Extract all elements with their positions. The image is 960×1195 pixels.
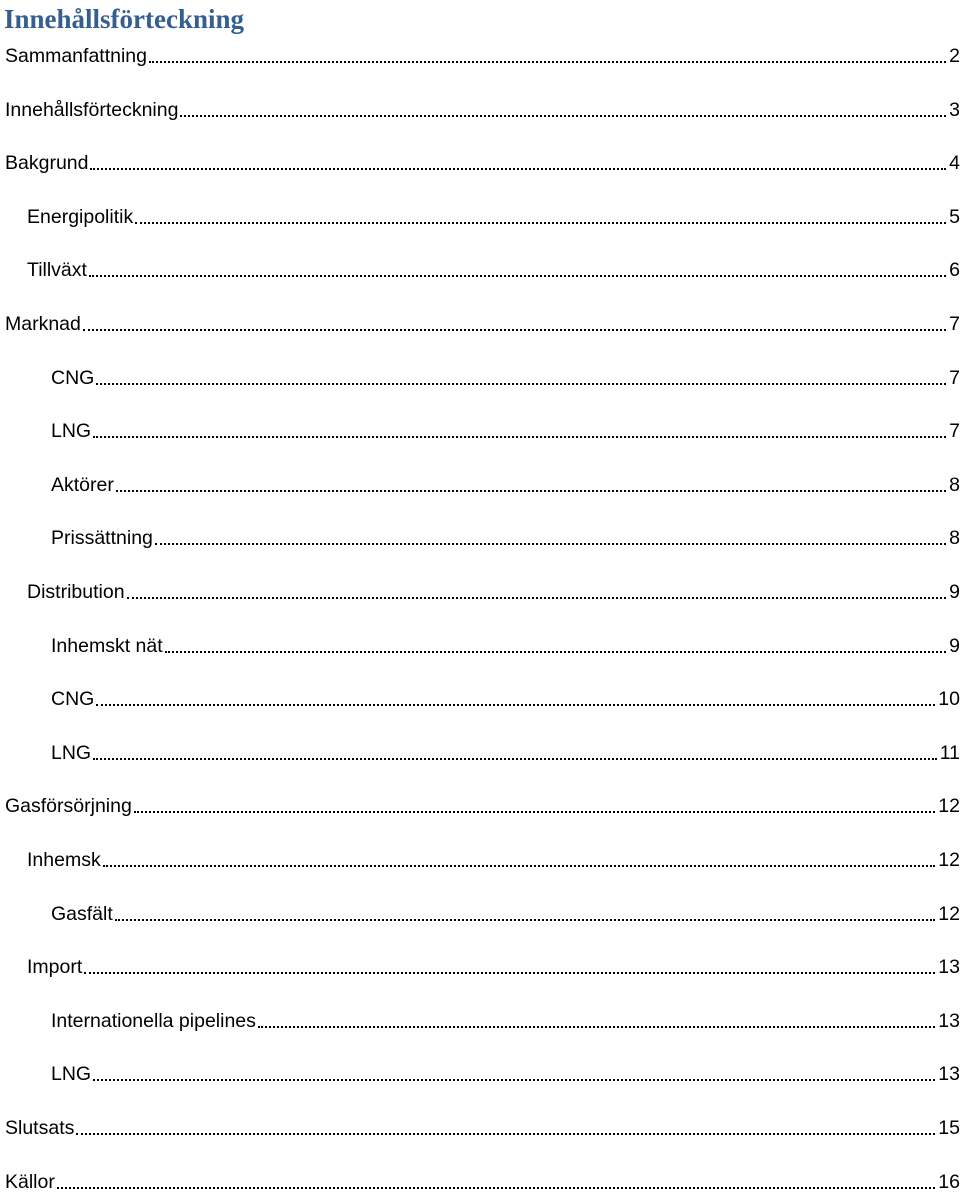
toc-entry-page-number: 8 [949, 527, 960, 549]
toc-entry-page-number: 12 [938, 795, 960, 817]
toc-entry-page-number: 7 [949, 367, 960, 389]
dot-leader [90, 168, 946, 170]
toc-entry-page-number: 12 [938, 849, 960, 871]
dot-leader [165, 651, 947, 653]
toc-entry-page-number: 10 [938, 688, 960, 710]
toc-entry[interactable] [5, 1115, 960, 1141]
toc-entry-page-number: 8 [949, 474, 960, 496]
toc-entry[interactable] [51, 686, 960, 712]
toc-entry-page-number: 2 [949, 45, 960, 67]
toc-entry-label: Inhemsk [27, 849, 101, 871]
dot-leader [96, 383, 946, 385]
dot-leader [93, 1079, 935, 1081]
toc-entry-label: Marknad [5, 313, 81, 335]
toc-entry-label: Inhemskt nät [51, 635, 163, 657]
toc-entry-page-number: 13 [938, 1063, 960, 1085]
toc-entry[interactable] [51, 525, 960, 551]
dot-leader [103, 865, 936, 867]
toc-entry[interactable] [5, 1169, 960, 1195]
toc-entry[interactable] [5, 97, 960, 123]
toc-entry-label: CNG [51, 688, 95, 710]
toc-entry[interactable] [27, 204, 960, 230]
dot-leader [115, 919, 936, 921]
dot-leader [89, 275, 946, 277]
toc-entry-label: Slutsats [5, 1117, 75, 1139]
toc-entry-label: Import [27, 956, 83, 978]
toc-entry[interactable] [5, 311, 960, 337]
dot-leader [93, 758, 937, 760]
dot-leader [134, 811, 935, 813]
toc-entry-label: Sammanfattning [5, 45, 147, 67]
toc-entry[interactable] [51, 633, 960, 659]
dot-leader [83, 329, 946, 331]
dot-leader [84, 972, 935, 974]
toc-entry-page-number: 15 [938, 1117, 960, 1139]
toc-entry-label: Gasfält [51, 903, 113, 925]
toc-entry-page-number: 6 [949, 259, 960, 281]
toc-entry-page-number: 3 [949, 99, 960, 121]
toc-entry[interactable] [5, 43, 960, 69]
toc-entry[interactable] [51, 901, 960, 927]
toc-entry[interactable] [5, 150, 960, 176]
toc-entry-label: Gasförsörjning [5, 795, 132, 817]
dot-leader [135, 222, 946, 224]
page-title: Innehållsförteckning [4, 4, 245, 34]
toc-entry-page-number: 9 [949, 581, 960, 603]
toc-entry-page-number: 13 [938, 956, 960, 978]
toc-entry-page-number: 5 [949, 206, 960, 228]
dot-leader [155, 543, 946, 545]
toc-entry-label: LNG [51, 420, 92, 442]
toc-entry-page-number: 16 [938, 1171, 960, 1193]
toc-entry-label: LNG [51, 742, 92, 764]
toc-entry[interactable] [51, 365, 960, 391]
toc-entry-page-number: 7 [949, 420, 960, 442]
dot-leader [93, 436, 946, 438]
toc-entry-label: Prissättning [51, 527, 153, 549]
toc-entry[interactable] [27, 847, 960, 873]
toc-entry-label: Tillväxt [27, 259, 87, 281]
toc-entry-page-number: 4 [949, 152, 960, 174]
dot-leader [258, 1026, 935, 1028]
dot-leader [127, 597, 947, 599]
dot-leader [149, 61, 946, 63]
toc-entry-label: Energipolitik [27, 206, 134, 228]
toc-entry-page-number: 11 [939, 742, 960, 764]
toc-entry[interactable] [51, 1008, 960, 1034]
dot-leader [57, 1187, 935, 1189]
toc-entry-label: Internationella pipelines [51, 1010, 256, 1032]
dot-leader [96, 704, 935, 706]
toc-entry[interactable] [51, 1061, 960, 1087]
toc-entry-label: Källor [5, 1171, 55, 1193]
toc-entry[interactable] [27, 257, 960, 283]
toc-entry[interactable] [27, 579, 960, 605]
toc-entry-page-number: 9 [949, 635, 960, 657]
toc-entry-page-number: 13 [938, 1010, 960, 1032]
toc-entry-label: Bakgrund [5, 152, 89, 174]
toc-entry[interactable] [51, 418, 960, 444]
dot-leader [180, 115, 946, 117]
toc-entry-label: CNG [51, 367, 95, 389]
toc-entry[interactable] [27, 954, 960, 980]
toc-entry-page-number: 12 [938, 903, 960, 925]
toc-entry-label: Aktörer [51, 474, 114, 496]
dot-leader [116, 490, 946, 492]
toc-entry[interactable] [5, 793, 960, 819]
toc-entry-label: Innehållsförteckning [5, 99, 179, 121]
dot-leader [76, 1133, 935, 1135]
toc-entry-page-number: 7 [949, 313, 960, 335]
toc-entry[interactable] [51, 472, 960, 498]
toc-entry-label: LNG [51, 1063, 92, 1085]
toc-entry-label: Distribution [27, 581, 125, 603]
toc-entry[interactable] [51, 740, 960, 766]
